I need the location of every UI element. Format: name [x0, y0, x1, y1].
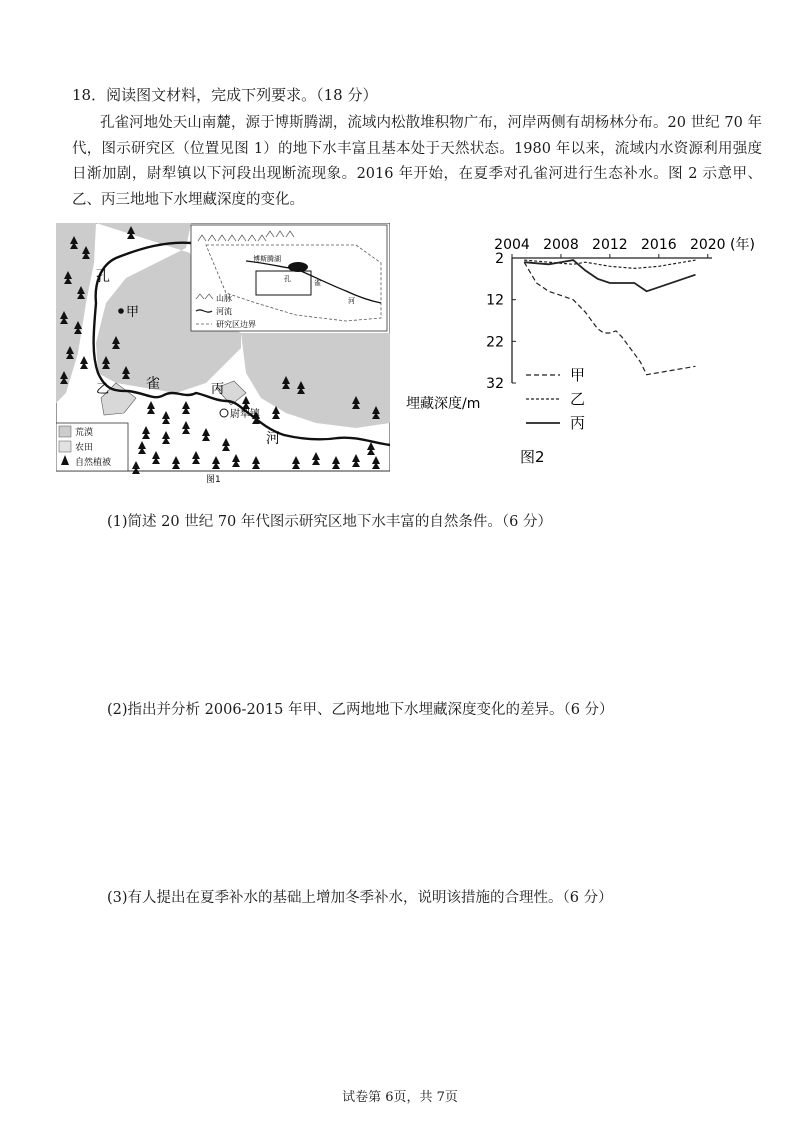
x-tick-label: 2016: [641, 237, 677, 253]
x-tick-label: 2020: [689, 237, 726, 253]
y-tick-label: 12: [486, 292, 504, 309]
question-paragraph: 孔雀河地处天山南麓，源于博斯腾湖，流域内松散堆积物广布，河岸两侧有胡杨林分布。20 世纪 70 年代，图示研究区（位置见图 1）的地下水丰富且基本处于天然状态。1980 年以来，流域内水资源利用强度日渐加剧，尉犁镇以下河段出现断流现象。2016 年开始，在夏季对孔雀河进行生态补水。图 2 示意甲、乙、丙三地地下水埋藏深度的变化。: [72, 115, 762, 208]
figure-1-caption: 图1: [206, 475, 221, 485]
chart-series: [524, 260, 695, 375]
y-tick-label: 32: [486, 376, 504, 392]
inset-label-lake: 博斯腾湖: [253, 255, 281, 263]
legend-desert: 荒漠: [75, 428, 94, 438]
y-tick-label: 2: [495, 251, 504, 267]
legend-vegetation: 自然植被: [75, 458, 112, 468]
label-kong: 孔: [96, 269, 110, 285]
inset-legend-boundary: 研究区边界: [216, 320, 256, 329]
series-line-1: [524, 262, 695, 375]
town-marker: [220, 409, 228, 417]
sub-question-2: (2)指出并分析 2006-2015 年甲、乙两地地下水埋藏深度变化的差异。（6 分）: [107, 702, 614, 718]
page-footer: 试卷第 6页，共 7页: [342, 1090, 458, 1105]
x-tick-label: 2012: [592, 237, 628, 253]
sub-question-1: (1)简述 20 世纪 70 年代图示研究区地下水丰富的自然条件。（6 分）: [107, 514, 552, 530]
point-jia: [118, 308, 124, 314]
legend-label: 乙: [570, 390, 586, 408]
label-yi: 乙: [96, 382, 110, 397]
x-tick-label: 2004: [494, 237, 530, 253]
chart-legend: [520, 366, 585, 466]
x-unit-label: (年): [730, 237, 755, 253]
y-tick-label: 22: [486, 334, 504, 351]
inset-label-he: 河: [348, 297, 355, 305]
question-title: 18．阅读图文材料，完成下列要求。（18 分）: [72, 86, 378, 104]
label-que: 雀: [146, 376, 160, 392]
inset-legend-mountain: 山脉: [216, 294, 232, 303]
legend-farmland: 农田: [75, 443, 94, 453]
inset-label-kong: 孔: [284, 275, 291, 283]
label-jia: 甲: [126, 305, 140, 320]
map-legend: [56, 423, 128, 471]
x-tick-label: 2008: [543, 237, 579, 253]
sub-question-3: (3)有人提出在夏季补水的基础上增加冬季补水，说明该措施的合理性。（6 分）: [107, 890, 613, 906]
figure-2-chart: [400, 225, 770, 475]
label-he: 河: [266, 431, 280, 447]
legend-label: 丙: [570, 414, 586, 432]
label-bing: 丙: [211, 382, 225, 397]
label-town: 尉犁镇: [230, 409, 260, 420]
figure-1-map: [56, 223, 390, 485]
y-axis-label: 埋藏深度/m: [406, 396, 481, 412]
inset-legend-river: 河流: [216, 307, 232, 316]
figure-2-caption: 图2: [520, 448, 545, 466]
legend-label: 甲: [570, 366, 586, 384]
inset-label-que: 雀: [314, 279, 321, 287]
chart-axes: [406, 236, 755, 412]
